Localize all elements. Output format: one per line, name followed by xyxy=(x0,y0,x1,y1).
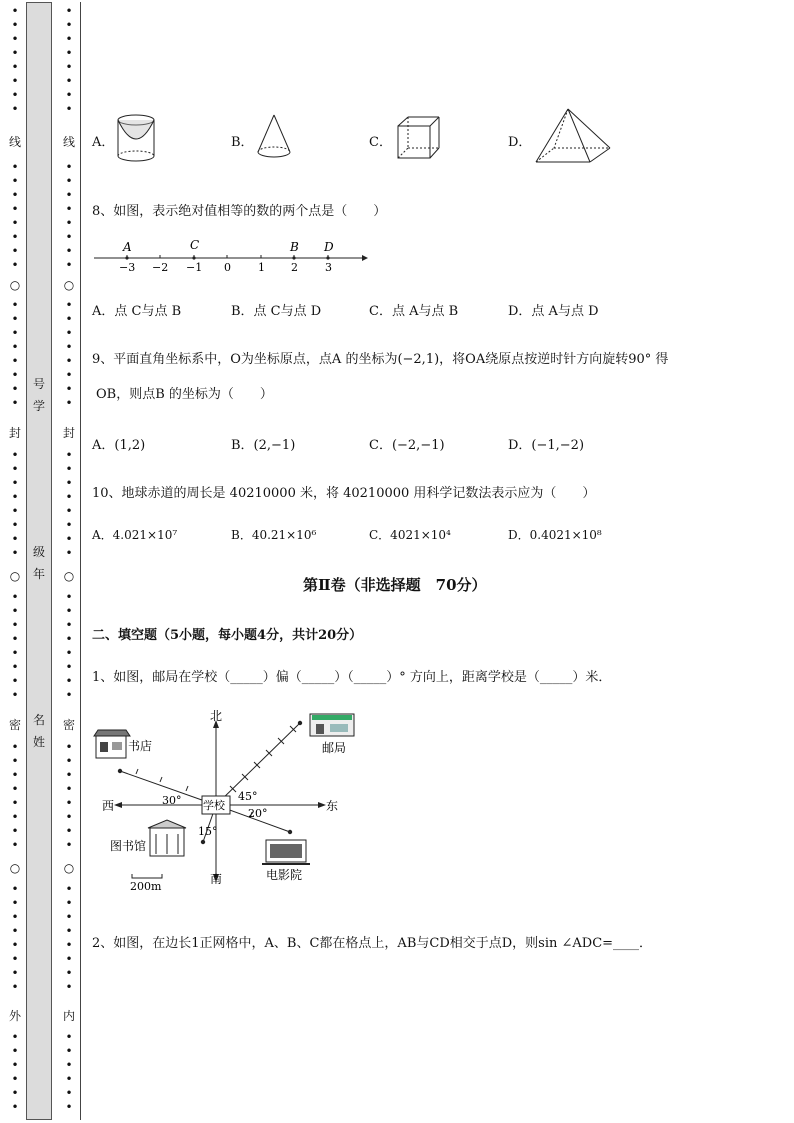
fill-question-2-stem: 2、如图，在边长1正网格中，A、B、C都在格点上，AB与CD相交于点D，则sin ∠ADC=____． xyxy=(92,936,653,951)
margin-label-xian: 线 xyxy=(8,135,21,149)
tick-label: −1 xyxy=(186,261,203,274)
angle-45-label: 45° xyxy=(238,790,258,803)
binding-line xyxy=(80,2,81,1120)
point-label-c: C xyxy=(190,238,200,252)
angle-20-label: 20° xyxy=(248,807,268,820)
q9-option-b: B．(2,−1) xyxy=(231,438,296,453)
tick-label: 0 xyxy=(224,261,231,274)
dot-column: • • • • • • • • xyxy=(11,4,19,116)
east-label: 东 xyxy=(326,799,339,813)
dot-column: • • • • • • • • xyxy=(11,590,19,702)
circle-mark: ○ xyxy=(9,569,21,583)
dot-column: • • • • • • • • xyxy=(65,740,73,852)
dot-column: • • • • • • • • xyxy=(65,298,73,410)
dot-column: • • • • • • • • xyxy=(65,4,73,116)
tick-label: 3 xyxy=(325,261,332,274)
q9-option-c: C．(−2,−1) xyxy=(369,438,445,453)
dot-column: • • • • • • xyxy=(11,1030,19,1114)
circle-mark: ○ xyxy=(63,569,75,583)
margin-label-wai: 外 xyxy=(8,1009,21,1023)
library-label: 图书馆 xyxy=(110,839,147,853)
margin-label-nei: 内 xyxy=(62,1009,75,1023)
q7-option-c-label: C． xyxy=(369,135,392,150)
q10-option-d: D．0.4021×10⁸ xyxy=(508,528,602,542)
angle-30-label: 30° xyxy=(162,794,182,807)
point-label-b: B xyxy=(290,240,299,254)
tick-label: −2 xyxy=(152,261,169,274)
q9-stem-line1: 9、平面直角坐标系中，O为坐标原点，点A 的坐标为(−2,1)，将OA绕原点按逆时针方向旋转90° 得 xyxy=(92,352,669,367)
circle-mark: ○ xyxy=(63,278,75,292)
school-label: 学校 xyxy=(203,799,225,812)
q9-option-a: A．(1,2) xyxy=(92,438,146,453)
dot-column: • • • • • • • • xyxy=(11,740,19,852)
north-label: 北 xyxy=(210,709,223,723)
q10-stem: 10、地球赤道的周长是 40210000 米，将 40210000 用科学记数法表示应为（ ） xyxy=(92,486,596,501)
number-line-figure xyxy=(90,236,370,276)
band-label-ming: 名 xyxy=(32,713,45,727)
dot-column: • • • • • • • • xyxy=(11,448,19,560)
margin-label-mi: 密 xyxy=(8,718,21,732)
pyramid-figure xyxy=(532,106,614,166)
q10-option-a: A．4.021×10⁷ xyxy=(92,528,178,542)
margin-label-feng: 封 xyxy=(62,426,75,440)
dot-column: • • • • • • • • xyxy=(65,448,73,560)
q9-stem-line2: OB，则点B 的坐标为（ ） xyxy=(96,387,273,402)
dot-column: • • • • • • • • xyxy=(11,160,19,272)
dot-column: • • • • • • • • xyxy=(65,882,73,994)
dot-column: • • • • • • • • xyxy=(11,298,19,410)
binding-margin-outer xyxy=(8,0,22,1123)
cinema-icon xyxy=(262,840,310,864)
cylinder-hourglass-figure xyxy=(112,112,162,164)
q8-option-a: A．点 C与点 B xyxy=(92,304,182,319)
q8-option-d: D．点 A与点 D xyxy=(508,304,599,319)
q8-stem: 8、如图，表示绝对值相等的数的两个点是（ ） xyxy=(92,204,387,219)
band-label-xue: 学 xyxy=(32,399,45,413)
fill-in-section-heading: 二、填空题（5小题，每小题4分，共计20分） xyxy=(92,628,363,643)
margin-label-xian: 线 xyxy=(62,135,75,149)
part2-title: 第Ⅱ卷（非选择题 70分） xyxy=(303,576,487,594)
band-label-hao: 号 xyxy=(32,377,45,391)
post-office-label: 邮局 xyxy=(322,741,347,755)
q10-option-b: B．40.21×10⁶ xyxy=(231,528,317,542)
tick-label: 2 xyxy=(291,261,298,274)
dot-column: • • • • • • • • xyxy=(11,882,19,994)
fill-question-1-stem: 1、如图，邮局在学校（_____）偏（_____）（_____）° 方向上，距离学校是（_____）米． xyxy=(92,670,612,685)
tick-label: −3 xyxy=(119,261,136,274)
angle-15-label: 15° xyxy=(198,825,218,838)
margin-label-feng: 封 xyxy=(8,426,21,440)
q8-option-b: B．点 C与点 D xyxy=(231,304,322,319)
dot-column: • • • • • • • • xyxy=(65,590,73,702)
band-label-xing: 姓 xyxy=(32,735,45,749)
q7-option-a-label: A． xyxy=(92,135,115,150)
q9-option-d: D．(−1,−2) xyxy=(508,438,585,453)
cinema-label: 电影院 xyxy=(266,868,303,882)
q7-option-d-label: D． xyxy=(508,135,532,150)
scale-label: 200m xyxy=(130,880,162,893)
student-info-band xyxy=(26,2,52,1120)
library-icon xyxy=(148,820,186,856)
dot-column: • • • • • • • • xyxy=(65,160,73,272)
south-label: 南 xyxy=(210,872,223,886)
q10-option-c: C．4021×10⁴ xyxy=(369,528,451,542)
dot-column: • • • • • • xyxy=(65,1030,73,1114)
cube-figure xyxy=(394,114,442,162)
point-label-d: D xyxy=(324,240,334,254)
compass-map-figure xyxy=(90,706,370,893)
circle-mark: ○ xyxy=(63,861,75,875)
bookstore-icon xyxy=(94,730,130,758)
tick-label: 1 xyxy=(258,261,265,274)
margin-label-mi: 密 xyxy=(62,718,75,732)
circle-mark: ○ xyxy=(9,861,21,875)
west-label: 西 xyxy=(102,799,115,813)
q7-option-b-label: B． xyxy=(231,135,254,150)
band-label-ji: 级 xyxy=(32,545,45,559)
circle-mark: ○ xyxy=(9,278,21,292)
binding-margin-inner xyxy=(60,0,78,1123)
q8-option-c: C．点 A与点 B xyxy=(369,304,459,319)
cone-figure xyxy=(254,112,294,164)
point-label-a: A xyxy=(123,240,132,254)
bookstore-label: 书店 xyxy=(128,739,153,753)
post-office-icon xyxy=(310,714,354,736)
band-label-nian: 年 xyxy=(32,567,45,581)
